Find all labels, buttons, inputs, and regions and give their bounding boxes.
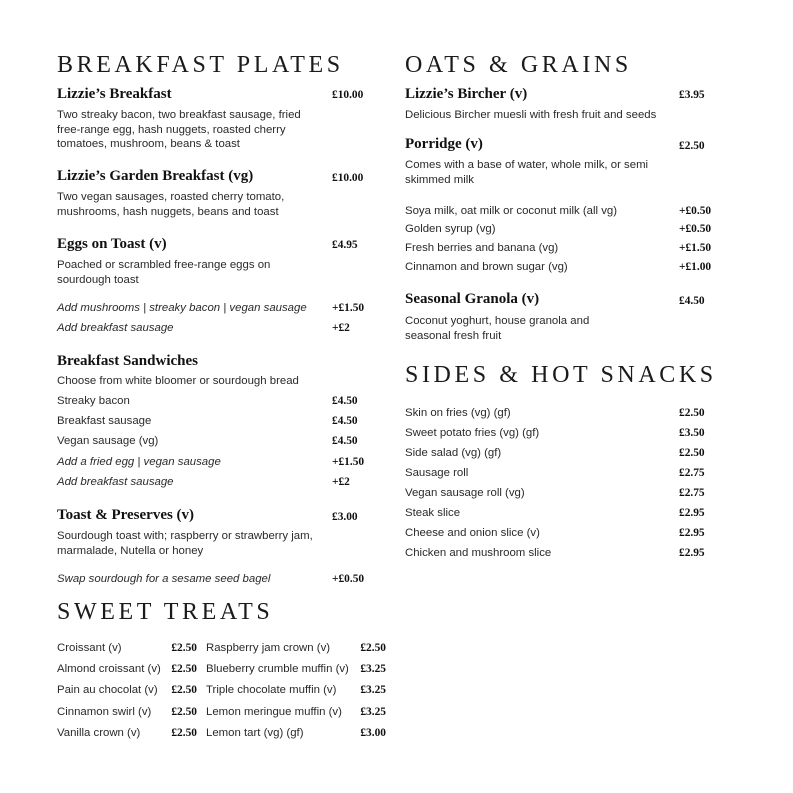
addon-label: Add breakfast sausage	[57, 322, 174, 334]
side-item-label: Vegan sausage roll (vg)	[405, 487, 525, 499]
swap-price: +£0.50	[332, 573, 365, 585]
sweet-item-label: Almond croissant (v)	[57, 663, 161, 675]
sandwich-addon-label: Add breakfast sausage	[57, 476, 174, 488]
item-desc-garden-breakfast: Two vegan sausages, roasted cherry tomato, mushrooms, hash nuggets, beans and toast	[57, 191, 285, 218]
sweet-item-price: £2.50	[360, 642, 386, 654]
swap-label: Swap sourdough for a sesame seed bagel	[57, 573, 271, 585]
side-item-label: Skin on fries (vg) (gf)	[405, 407, 511, 419]
sandwich-label: Streaky bacon	[57, 395, 130, 407]
item-price-seasonal-granola: £4.50	[679, 295, 705, 307]
sweet-item-price: £3.25	[360, 706, 386, 718]
sweet-item-price: £2.50	[171, 684, 197, 696]
side-item-price: £2.95	[679, 527, 705, 539]
item-desc-porridge: Comes with a base of water, whole milk, or semi skimmed milk	[405, 159, 649, 186]
item-price-lizzies-bircher: £3.95	[679, 89, 705, 101]
sweet-item-price: £2.50	[171, 663, 197, 675]
addon-price: +£1.50	[332, 302, 365, 314]
item-price-porridge: £2.50	[679, 140, 705, 152]
side-item-price: £2.50	[679, 407, 705, 419]
sandwich-label: Vegan sausage (vg)	[57, 435, 159, 447]
sweet-item-label: Croissant (v)	[57, 642, 122, 654]
item-price-garden-breakfast: £10.00	[332, 172, 364, 184]
side-item-label: Chicken and mushroom slice	[405, 547, 552, 559]
side-item-label: Steak slice	[405, 507, 461, 519]
breakfast-plates-heading: BREAKFAST PLATES	[57, 52, 344, 78]
item-desc-toast-preserves: Sourdough toast with; raspberry or strawberry jam, marmalade, Nutella or honey	[57, 530, 313, 557]
porridge-extra-label: Soya milk, oat milk or coconut milk (all vg)	[405, 205, 618, 217]
sweet-item-price: £2.50	[171, 706, 197, 718]
sweet-item-label: Pain au chocolat (v)	[57, 684, 158, 696]
item-desc-lizzies-bircher: Delicious Bircher muesli with fresh fruit and seeds	[405, 109, 657, 121]
sweet-item-label: Triple chocolate muffin (v)	[206, 684, 337, 696]
item-title-garden-breakfast: Lizzie’s Garden Breakfast (vg)	[57, 168, 254, 184]
side-item-price: £2.50	[679, 447, 705, 459]
sandwich-addon-price: +£2	[332, 476, 350, 488]
side-item-label: Side salad (vg) (gf)	[405, 447, 502, 459]
porridge-extra-price: +£0.50	[679, 223, 712, 235]
addon-label: Add mushrooms | streaky bacon | vegan sausage	[57, 302, 307, 314]
item-price-toast-preserves: £3.00	[332, 511, 358, 523]
side-item-price: £2.75	[679, 487, 705, 499]
side-item-price: £2.95	[679, 547, 705, 559]
sweet-item-price: £3.25	[360, 684, 386, 696]
item-title-seasonal-granola: Seasonal Granola (v)	[405, 291, 540, 307]
porridge-extra-label: Cinnamon and brown sugar (vg)	[405, 261, 568, 273]
porridge-extra-price: +£1.00	[679, 261, 712, 273]
item-price-lizzies-breakfast: £10.00	[332, 89, 364, 101]
porridge-extra-label: Fresh berries and banana (vg)	[405, 242, 559, 254]
sweet-item-label: Lemon tart (vg) (gf)	[206, 727, 304, 739]
sweet-item-price: £2.50	[171, 642, 197, 654]
item-title-lizzies-breakfast: Lizzie’s Breakfast	[57, 86, 172, 102]
item-desc-seasonal-granola: Coconut yoghurt, house granola and seasonal fresh fruit	[405, 315, 590, 342]
item-desc-eggs-on-toast: Poached or scrambled free-range eggs on sourdough toast	[57, 259, 271, 286]
sandwich-price: £4.50	[332, 435, 358, 447]
item-desc-breakfast-sandwiches: Choose from white bloomer or sourdough bread	[57, 375, 299, 387]
side-item-label: Sausage roll	[405, 467, 469, 479]
sweet-item-label: Raspberry jam crown (v)	[206, 642, 331, 654]
item-title-toast-preserves: Toast & Preserves (v)	[57, 507, 195, 523]
porridge-extra-label: Golden syrup (vg)	[405, 223, 496, 235]
sandwich-addon-label: Add a fried egg | vegan sausage	[57, 456, 221, 468]
side-item-label: Cheese and onion slice (v)	[405, 527, 540, 539]
sweet-item-price: £3.25	[360, 663, 386, 675]
sweet-item-price: £3.00	[360, 727, 386, 739]
porridge-extra-price: +£0.50	[679, 205, 712, 217]
addon-price: +£2	[332, 322, 350, 334]
sandwich-price: £4.50	[332, 395, 358, 407]
sweet-treats-heading: SWEET TREATS	[57, 599, 274, 625]
item-title-lizzies-bircher: Lizzie’s Bircher (v)	[405, 86, 528, 102]
sides-hot-snacks-heading: SIDES & HOT SNACKS	[405, 362, 717, 388]
sweet-item-label: Blueberry crumble muffin (v)	[206, 663, 349, 675]
item-title-porridge: Porridge (v)	[405, 136, 483, 152]
sandwich-price: £4.50	[332, 415, 358, 427]
sweet-item-price: £2.50	[171, 727, 197, 739]
oats-grains-heading: OATS & GRAINS	[405, 52, 632, 78]
porridge-extra-price: +£1.50	[679, 242, 712, 254]
sweet-item-label: Lemon meringue muffin (v)	[206, 706, 342, 718]
sweet-item-label: Cinnamon swirl (v)	[57, 706, 152, 718]
sweet-item-label: Vanilla crown (v)	[57, 727, 141, 739]
sandwich-addon-price: +£1.50	[332, 456, 365, 468]
side-item-label: Sweet potato fries (vg) (gf)	[405, 427, 540, 439]
side-item-price: £2.95	[679, 507, 705, 519]
sandwich-label: Breakfast sausage	[57, 415, 152, 427]
item-title-breakfast-sandwiches: Breakfast Sandwiches	[57, 353, 198, 369]
side-item-price: £3.50	[679, 427, 705, 439]
item-title-eggs-on-toast: Eggs on Toast (v)	[57, 236, 167, 252]
item-price-eggs-on-toast: £4.95	[332, 239, 358, 251]
item-desc-lizzies-breakfast: Two streaky bacon, two breakfast sausage, fried free-range egg, hash nuggets, roasted cherry tomatoes, mushroom, beans & toast	[57, 109, 301, 150]
side-item-price: £2.75	[679, 467, 705, 479]
